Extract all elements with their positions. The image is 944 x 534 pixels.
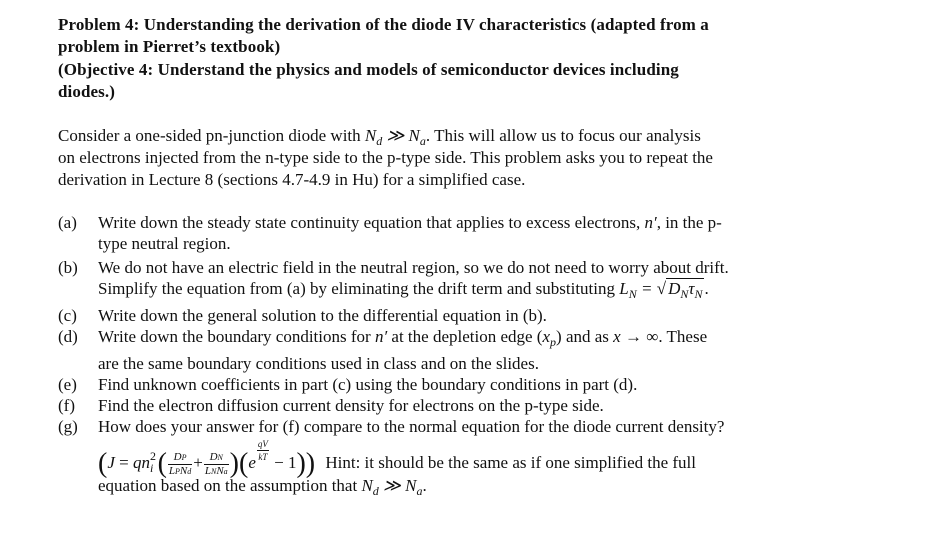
question-b: (b) We do not have an electric field in the neutral region, so we do not need to worry about drift. Simplify the equation from (a) by eliminating the drift term and substituting $L_N$ = √ $D_N\tau_N$ . bbox=[58, 258, 729, 301]
problem-title-line-2: problem in Pierret’s textbook) bbox=[58, 37, 281, 56]
question-g: (g) How does your answer for (f) compare to the normal equation for the diode current density? ($J = qn^2_i$ ( $\frac{DP}{\text{LPNd}}$ + $\frac{DN}{\text{LNNa}}$ )(e $\frac{qV}{kT}$ − 1)) Hint: it should be the same as if one simplified the full equation based on the assumption that $N_d$ ≫ $N_a$. bbox=[58, 417, 725, 498]
question-e: (e) Find unknown coefficients in part (c) using the boundary conditions in part (d). bbox=[58, 375, 638, 394]
diode-current-equation: ($J = qn^2_i$ ( $\frac{DP}{\text{LPNd}}$ + $\frac{DN}{\text{LNNa}}$ )(e $\frac{qV}{kT}$ − 1)) bbox=[98, 439, 316, 479]
intro-line-3: derivation in Lecture 8 (sections 4.7-4.9 in Hu) for a simplified case. bbox=[58, 170, 526, 189]
objective-line-2: diodes.) bbox=[58, 82, 116, 101]
math-nd-gg-na: $N_d$ ≫ $N_a$ bbox=[364, 126, 426, 148]
question-f: (f) Find the electron diffusion current density for electrons on the p-type side. bbox=[58, 396, 604, 415]
question-c: (c) Write down the general solution to the differential equation in (b). bbox=[58, 306, 547, 325]
question-a: (a) Write down the steady state continuity equation that applies to excess electrons, n′, in the p- type neutral region. bbox=[58, 213, 722, 253]
intro-line-1: Consider a one-sided pn-junction diode with $N_d$ ≫ $N_a$. This will allow us to focus our analysis bbox=[58, 126, 701, 148]
objective-line-1: (Objective 4: Understand the physics and models of semiconductor devices including bbox=[58, 60, 679, 79]
question-d: (d) Write down the boundary conditions for n′ at the depletion edge $(x_p)$ and as x → ∞. These are the same boundary conditions used in class and on the slides. bbox=[58, 327, 708, 373]
question-list bbox=[58, 212, 888, 502]
problem-title-line-1: Problem 4: Understanding the derivation of the diode IV characteristics (adapted from a bbox=[58, 15, 709, 34]
intro-line-2: on electrons injected from the n-type side to the p-type side. This problem asks you to repeat the bbox=[58, 148, 713, 167]
math-diffusion-length: $L_N$ = √ $D_N\tau_N$ bbox=[619, 279, 703, 301]
